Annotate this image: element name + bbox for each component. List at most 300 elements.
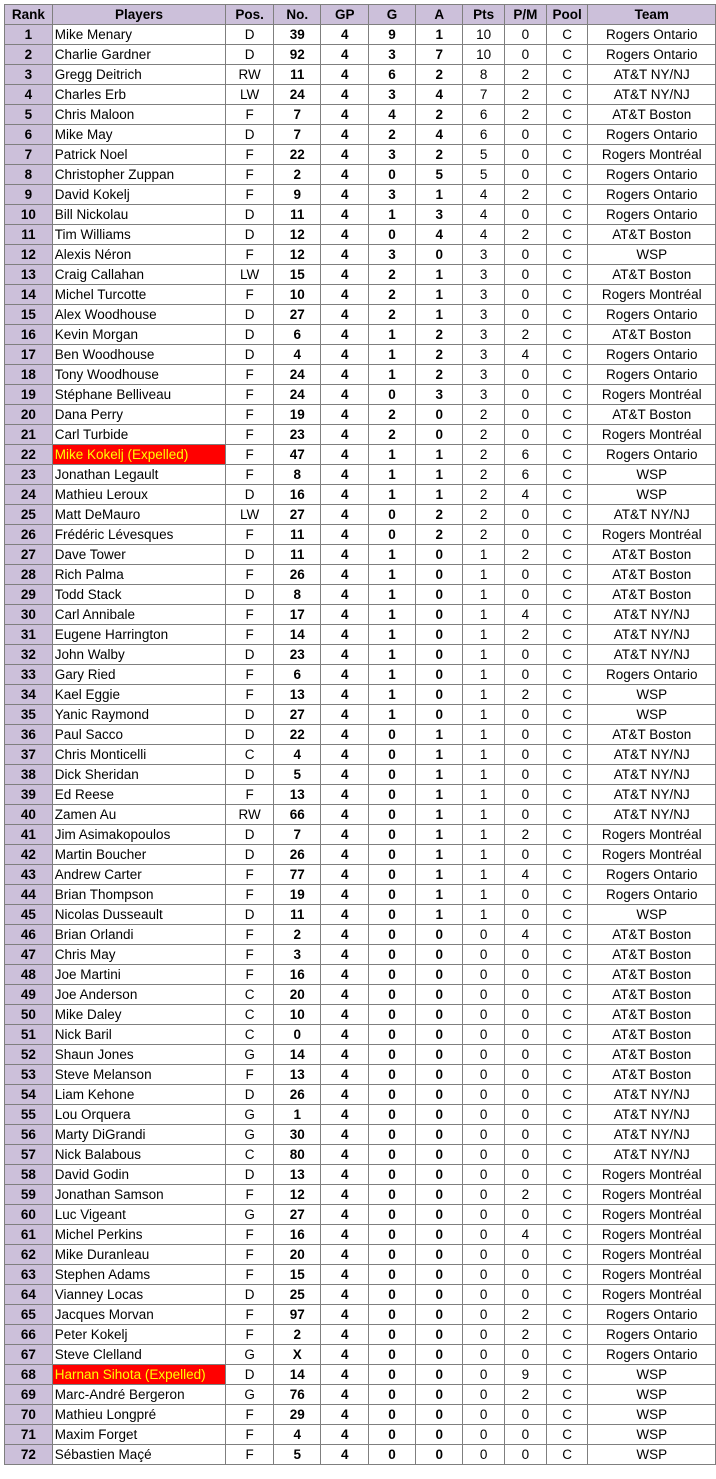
- rank-cell: 37: [5, 745, 53, 765]
- rank-cell: 41: [5, 825, 53, 845]
- games-played-cell: 4: [321, 405, 368, 425]
- pool-cell: C: [546, 105, 588, 125]
- plus-minus-cell: 2: [504, 1305, 546, 1325]
- jersey-number-cell: 76: [273, 1385, 321, 1405]
- jersey-number-cell: 14: [273, 1365, 321, 1385]
- games-played-cell: 4: [321, 285, 368, 305]
- assists-cell: 1: [416, 785, 463, 805]
- plus-minus-cell: 2: [504, 85, 546, 105]
- jersey-number-cell: 16: [273, 1225, 321, 1245]
- position-cell: F: [226, 665, 274, 685]
- table-row: [5, 985, 716, 1005]
- team-cell: Rogers Ontario: [588, 885, 716, 905]
- team-cell: WSP: [588, 1405, 716, 1425]
- points-cell: 0: [463, 1165, 505, 1185]
- assists-cell: 2: [416, 325, 463, 345]
- assists-cell: 0: [416, 1345, 463, 1365]
- goals-cell: 0: [368, 905, 415, 925]
- jersey-number-cell: X: [273, 1345, 321, 1365]
- player-name-cell: Mike Kokelj (Expelled): [52, 445, 226, 465]
- rank-cell: 23: [5, 465, 53, 485]
- rank-cell: 45: [5, 905, 53, 925]
- team-cell: AT&T NY/NJ: [588, 805, 716, 825]
- plus-minus-cell: 2: [504, 325, 546, 345]
- team-cell: Rogers Ontario: [588, 365, 716, 385]
- team-cell: Rogers Montréal: [588, 825, 716, 845]
- rank-cell: 67: [5, 1345, 53, 1365]
- rank-cell: 22: [5, 445, 53, 465]
- position-cell: D: [226, 1165, 274, 1185]
- player-name-cell: Joe Anderson: [52, 985, 226, 1005]
- pool-cell: C: [546, 725, 588, 745]
- position-cell: C: [226, 1025, 274, 1045]
- team-cell: AT&T NY/NJ: [588, 625, 716, 645]
- assists-cell: 0: [416, 1125, 463, 1145]
- games-played-cell: 4: [321, 545, 368, 565]
- assists-cell: 1: [416, 885, 463, 905]
- position-cell: D: [226, 585, 274, 605]
- jersey-number-cell: 2: [273, 1325, 321, 1345]
- points-cell: 0: [463, 1305, 505, 1325]
- player-name-cell: Paul Sacco: [52, 725, 226, 745]
- position-cell: D: [226, 905, 274, 925]
- games-played-cell: 4: [321, 585, 368, 605]
- goals-cell: 0: [368, 1205, 415, 1225]
- player-name-cell: Michel Turcotte: [52, 285, 226, 305]
- rank-cell: 68: [5, 1365, 53, 1385]
- points-cell: 0: [463, 1365, 505, 1385]
- rank-cell: 26: [5, 525, 53, 545]
- jersey-number-cell: 10: [273, 285, 321, 305]
- assists-cell: 0: [416, 1085, 463, 1105]
- table-row: [5, 725, 716, 745]
- table-row: [5, 585, 716, 605]
- pool-cell: C: [546, 1345, 588, 1365]
- pool-cell: C: [546, 1025, 588, 1045]
- position-cell: F: [226, 565, 274, 585]
- pool-cell: C: [546, 825, 588, 845]
- team-cell: Rogers Montréal: [588, 845, 716, 865]
- rank-cell: 4: [5, 85, 53, 105]
- points-cell: 2: [463, 525, 505, 545]
- jersey-number-cell: 7: [273, 825, 321, 845]
- points-cell: 3: [463, 345, 505, 365]
- team-cell: WSP: [588, 905, 716, 925]
- table-row: [5, 225, 716, 245]
- assists-cell: 2: [416, 525, 463, 545]
- table-row: [5, 845, 716, 865]
- position-cell: D: [226, 45, 274, 65]
- games-played-cell: 4: [321, 165, 368, 185]
- goals-cell: 1: [368, 205, 415, 225]
- plus-minus-cell: 0: [504, 1205, 546, 1225]
- player-name-cell: Brian Thompson: [52, 885, 226, 905]
- points-cell: 10: [463, 25, 505, 45]
- table-row: [5, 1425, 716, 1445]
- plus-minus-cell: 0: [504, 385, 546, 405]
- player-name-cell: Jacques Morvan: [52, 1305, 226, 1325]
- goals-cell: 0: [368, 1025, 415, 1045]
- assists-cell: 1: [416, 285, 463, 305]
- rank-cell: 51: [5, 1025, 53, 1045]
- assists-cell: 0: [416, 665, 463, 685]
- position-cell: G: [226, 1125, 274, 1145]
- table-row: [5, 1345, 716, 1365]
- pool-cell: C: [546, 865, 588, 885]
- goals-cell: 0: [368, 745, 415, 765]
- rank-cell: 61: [5, 1225, 53, 1245]
- player-name-cell: Luc Vigeant: [52, 1205, 226, 1225]
- assists-cell: 5: [416, 165, 463, 185]
- jersey-number-cell: 7: [273, 105, 321, 125]
- pool-cell: C: [546, 265, 588, 285]
- plus-minus-cell: 0: [504, 1285, 546, 1305]
- player-name-cell: Carl Turbide: [52, 425, 226, 445]
- pool-cell: C: [546, 185, 588, 205]
- team-cell: Rogers Montréal: [588, 285, 716, 305]
- assists-cell: 4: [416, 225, 463, 245]
- player-name-cell: Nick Baril: [52, 1025, 226, 1045]
- points-cell: 0: [463, 1105, 505, 1125]
- team-cell: AT&T NY/NJ: [588, 1125, 716, 1145]
- jersey-number-cell: 27: [273, 505, 321, 525]
- plus-minus-cell: 0: [504, 705, 546, 725]
- table-row: [5, 45, 716, 65]
- team-cell: AT&T NY/NJ: [588, 85, 716, 105]
- table-row: [5, 205, 716, 225]
- games-played-cell: 4: [321, 1165, 368, 1185]
- assists-cell: 0: [416, 1205, 463, 1225]
- player-name-cell: Craig Callahan: [52, 265, 226, 285]
- column-header-gp: GP: [321, 5, 368, 25]
- plus-minus-cell: 4: [504, 1225, 546, 1245]
- rank-cell: 25: [5, 505, 53, 525]
- goals-cell: 3: [368, 85, 415, 105]
- plus-minus-cell: 0: [504, 1025, 546, 1045]
- pool-cell: C: [546, 1285, 588, 1305]
- plus-minus-cell: 0: [504, 525, 546, 545]
- assists-cell: 0: [416, 1285, 463, 1305]
- plus-minus-cell: 0: [504, 645, 546, 665]
- assists-cell: 1: [416, 905, 463, 925]
- goals-cell: 0: [368, 865, 415, 885]
- position-cell: D: [226, 345, 274, 365]
- games-played-cell: 4: [321, 1045, 368, 1065]
- player-name-cell: Tim Williams: [52, 225, 226, 245]
- rank-cell: 20: [5, 405, 53, 425]
- assists-cell: 4: [416, 85, 463, 105]
- jersey-number-cell: 39: [273, 25, 321, 45]
- table-row: [5, 1245, 716, 1265]
- plus-minus-cell: 6: [504, 445, 546, 465]
- rank-cell: 14: [5, 285, 53, 305]
- column-header-no: No.: [273, 5, 321, 25]
- team-cell: Rogers Ontario: [588, 305, 716, 325]
- pool-cell: C: [546, 245, 588, 265]
- plus-minus-cell: 0: [504, 125, 546, 145]
- assists-cell: 0: [416, 585, 463, 605]
- points-cell: 1: [463, 605, 505, 625]
- pool-cell: C: [546, 445, 588, 465]
- position-cell: D: [226, 825, 274, 845]
- goals-cell: 0: [368, 1345, 415, 1365]
- points-cell: 2: [463, 485, 505, 505]
- jersey-number-cell: 22: [273, 145, 321, 165]
- table-row: [5, 1105, 716, 1125]
- goals-cell: 1: [368, 465, 415, 485]
- points-cell: 1: [463, 625, 505, 645]
- table-row: [5, 305, 716, 325]
- points-cell: 3: [463, 365, 505, 385]
- position-cell: D: [226, 845, 274, 865]
- plus-minus-cell: 0: [504, 1105, 546, 1125]
- rank-cell: 33: [5, 665, 53, 685]
- games-played-cell: 4: [321, 605, 368, 625]
- jersey-number-cell: 25: [273, 1285, 321, 1305]
- table-row: [5, 545, 716, 565]
- table-header: [5, 5, 716, 25]
- team-cell: AT&T Boston: [588, 325, 716, 345]
- games-played-cell: 4: [321, 505, 368, 525]
- player-name-cell: Chris May: [52, 945, 226, 965]
- goals-cell: 0: [368, 1305, 415, 1325]
- points-cell: 1: [463, 805, 505, 825]
- position-cell: D: [226, 125, 274, 145]
- games-played-cell: 4: [321, 345, 368, 365]
- points-cell: 1: [463, 865, 505, 885]
- games-played-cell: 4: [321, 105, 368, 125]
- team-cell: WSP: [588, 1445, 716, 1465]
- games-played-cell: 4: [321, 65, 368, 85]
- position-cell: LW: [226, 505, 274, 525]
- rank-cell: 46: [5, 925, 53, 945]
- goals-cell: 1: [368, 625, 415, 645]
- goals-cell: 0: [368, 805, 415, 825]
- player-name-cell: Tony Woodhouse: [52, 365, 226, 385]
- jersey-number-cell: 24: [273, 385, 321, 405]
- games-played-cell: 4: [321, 25, 368, 45]
- table-row: [5, 1145, 716, 1165]
- table-row: [5, 285, 716, 305]
- rank-cell: 34: [5, 685, 53, 705]
- goals-cell: 0: [368, 885, 415, 905]
- assists-cell: 0: [416, 1165, 463, 1185]
- points-cell: 7: [463, 85, 505, 105]
- team-cell: WSP: [588, 1425, 716, 1445]
- goals-cell: 2: [368, 425, 415, 445]
- position-cell: D: [226, 1285, 274, 1305]
- jersey-number-cell: 13: [273, 785, 321, 805]
- pool-cell: C: [546, 885, 588, 905]
- jersey-number-cell: 0: [273, 1025, 321, 1045]
- player-name-cell: Mike Menary: [52, 25, 226, 45]
- plus-minus-cell: 0: [504, 565, 546, 585]
- points-cell: 10: [463, 45, 505, 65]
- plus-minus-cell: 0: [504, 1045, 546, 1065]
- goals-cell: 1: [368, 605, 415, 625]
- rank-cell: 18: [5, 365, 53, 385]
- assists-cell: 0: [416, 1265, 463, 1285]
- team-cell: WSP: [588, 485, 716, 505]
- team-cell: AT&T NY/NJ: [588, 1085, 716, 1105]
- table-row: [5, 485, 716, 505]
- player-name-cell: Matt DeMauro: [52, 505, 226, 525]
- goals-cell: 3: [368, 185, 415, 205]
- points-cell: 0: [463, 1265, 505, 1285]
- points-cell: 3: [463, 305, 505, 325]
- games-played-cell: 4: [321, 1085, 368, 1105]
- plus-minus-cell: 2: [504, 225, 546, 245]
- assists-cell: 0: [416, 925, 463, 945]
- player-name-cell: Jim Asimakopoulos: [52, 825, 226, 845]
- column-header-pos: Pos.: [226, 5, 274, 25]
- rank-cell: 36: [5, 725, 53, 745]
- jersey-number-cell: 5: [273, 765, 321, 785]
- goals-cell: 1: [368, 445, 415, 465]
- pool-cell: C: [546, 285, 588, 305]
- team-cell: AT&T NY/NJ: [588, 785, 716, 805]
- jersey-number-cell: 14: [273, 625, 321, 645]
- plus-minus-cell: 2: [504, 185, 546, 205]
- pool-cell: C: [546, 25, 588, 45]
- pool-cell: C: [546, 1105, 588, 1125]
- position-cell: F: [226, 285, 274, 305]
- pool-cell: C: [546, 145, 588, 165]
- rank-cell: 50: [5, 1005, 53, 1025]
- team-cell: AT&T Boston: [588, 1005, 716, 1025]
- pool-cell: C: [546, 125, 588, 145]
- table-row: [5, 785, 716, 805]
- column-header-a: A: [416, 5, 463, 25]
- games-played-cell: 4: [321, 1125, 368, 1145]
- rank-cell: 3: [5, 65, 53, 85]
- pool-cell: C: [546, 1325, 588, 1345]
- team-cell: AT&T Boston: [588, 1045, 716, 1065]
- points-cell: 1: [463, 725, 505, 745]
- assists-cell: 0: [416, 1445, 463, 1465]
- rank-cell: 39: [5, 785, 53, 805]
- rank-cell: 24: [5, 485, 53, 505]
- goals-cell: 0: [368, 1385, 415, 1405]
- assists-cell: 0: [416, 1385, 463, 1405]
- goals-cell: 1: [368, 565, 415, 585]
- table-row: [5, 525, 716, 545]
- team-cell: Rogers Montréal: [588, 1165, 716, 1185]
- table-row: [5, 1305, 716, 1325]
- points-cell: 1: [463, 705, 505, 725]
- points-cell: 0: [463, 1345, 505, 1365]
- rank-cell: 27: [5, 545, 53, 565]
- pool-cell: C: [546, 705, 588, 725]
- games-played-cell: 4: [321, 725, 368, 745]
- jersey-number-cell: 4: [273, 1425, 321, 1445]
- jersey-number-cell: 26: [273, 565, 321, 585]
- jersey-number-cell: 11: [273, 905, 321, 925]
- games-played-cell: 4: [321, 265, 368, 285]
- points-cell: 3: [463, 385, 505, 405]
- goals-cell: 0: [368, 785, 415, 805]
- position-cell: F: [226, 1225, 274, 1245]
- pool-cell: C: [546, 665, 588, 685]
- pool-cell: C: [546, 1405, 588, 1425]
- team-cell: Rogers Ontario: [588, 125, 716, 145]
- rank-cell: 44: [5, 885, 53, 905]
- rank-cell: 54: [5, 1085, 53, 1105]
- table-row: [5, 185, 716, 205]
- pool-cell: C: [546, 945, 588, 965]
- table-row: [5, 1445, 716, 1465]
- player-name-cell: Jonathan Legault: [52, 465, 226, 485]
- games-played-cell: 4: [321, 1145, 368, 1165]
- jersey-number-cell: 23: [273, 645, 321, 665]
- games-played-cell: 4: [321, 1105, 368, 1125]
- points-cell: 5: [463, 165, 505, 185]
- points-cell: 0: [463, 925, 505, 945]
- assists-cell: 0: [416, 1325, 463, 1345]
- goals-cell: 0: [368, 1265, 415, 1285]
- pool-cell: C: [546, 1205, 588, 1225]
- team-cell: Rogers Ontario: [588, 865, 716, 885]
- points-cell: 1: [463, 885, 505, 905]
- games-played-cell: 4: [321, 805, 368, 825]
- points-cell: 4: [463, 185, 505, 205]
- jersey-number-cell: 66: [273, 805, 321, 825]
- goals-cell: 2: [368, 285, 415, 305]
- jersey-number-cell: 17: [273, 605, 321, 625]
- jersey-number-cell: 15: [273, 265, 321, 285]
- team-cell: Rogers Montréal: [588, 1245, 716, 1265]
- games-played-cell: 4: [321, 745, 368, 765]
- games-played-cell: 4: [321, 1385, 368, 1405]
- pool-cell: C: [546, 1265, 588, 1285]
- plus-minus-cell: 0: [504, 305, 546, 325]
- table-row: [5, 1165, 716, 1185]
- position-cell: F: [226, 1065, 274, 1085]
- rank-cell: 42: [5, 845, 53, 865]
- rank-cell: 1: [5, 25, 53, 45]
- points-cell: 0: [463, 1205, 505, 1225]
- goals-cell: 0: [368, 1065, 415, 1085]
- jersey-number-cell: 4: [273, 745, 321, 765]
- pool-cell: C: [546, 345, 588, 365]
- assists-cell: 0: [416, 685, 463, 705]
- goals-cell: 1: [368, 705, 415, 725]
- games-played-cell: 4: [321, 225, 368, 245]
- rank-cell: 57: [5, 1145, 53, 1165]
- player-name-cell: Lou Orquera: [52, 1105, 226, 1125]
- rank-cell: 35: [5, 705, 53, 725]
- player-name-cell: Frédéric Lévesques: [52, 525, 226, 545]
- pool-cell: C: [546, 1065, 588, 1085]
- games-played-cell: 4: [321, 445, 368, 465]
- pool-cell: C: [546, 1245, 588, 1265]
- rank-cell: 10: [5, 205, 53, 225]
- goals-cell: 0: [368, 165, 415, 185]
- player-name-cell: Yanic Raymond: [52, 705, 226, 725]
- games-played-cell: 4: [321, 1225, 368, 1245]
- team-cell: Rogers Ontario: [588, 1305, 716, 1325]
- points-cell: 0: [463, 1045, 505, 1065]
- plus-minus-cell: 2: [504, 1185, 546, 1205]
- pool-cell: C: [546, 785, 588, 805]
- assists-cell: 0: [416, 1105, 463, 1125]
- position-cell: G: [226, 1345, 274, 1365]
- plus-minus-cell: 0: [504, 1005, 546, 1025]
- jersey-number-cell: 15: [273, 1265, 321, 1285]
- team-cell: AT&T Boston: [588, 925, 716, 945]
- team-cell: Rogers Ontario: [588, 665, 716, 685]
- team-cell: Rogers Ontario: [588, 45, 716, 65]
